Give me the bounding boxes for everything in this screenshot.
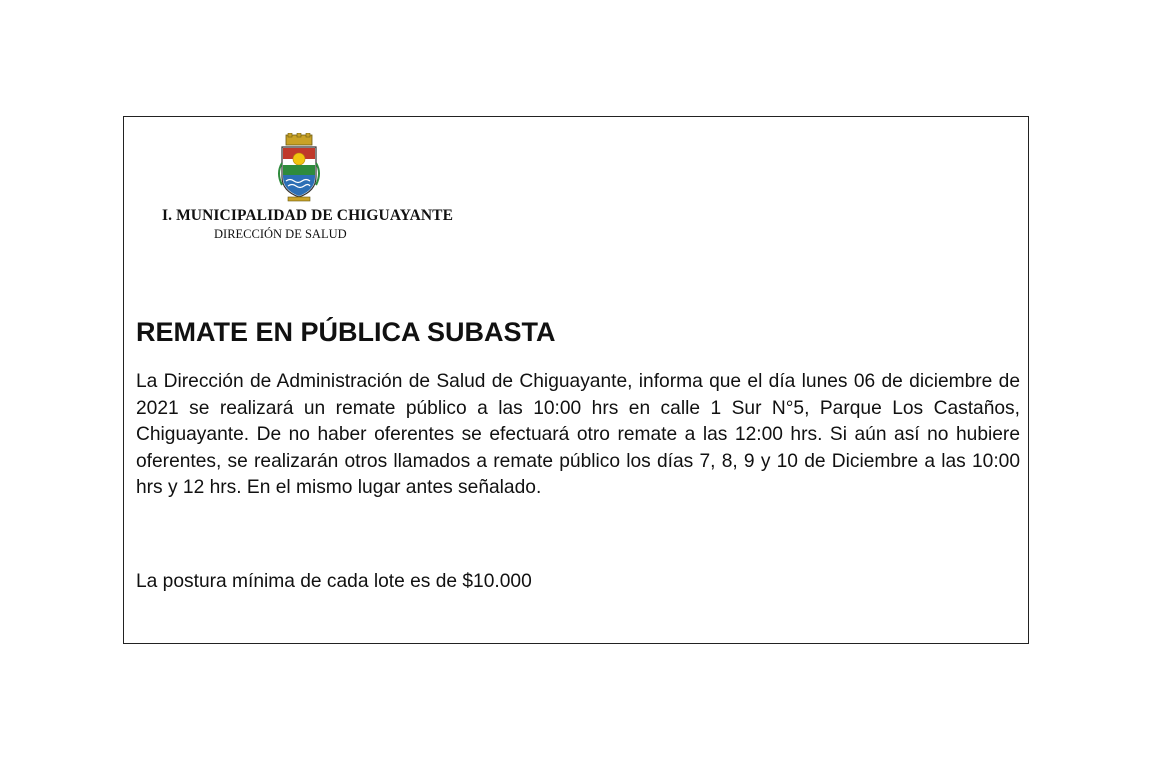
notice-title: REMATE EN PÚBLICA SUBASTA [136, 317, 556, 347]
department-name: DIRECCIÓN DE SALUD [214, 227, 347, 241]
notice-box [123, 116, 1029, 644]
municipal-crest-icon [276, 133, 322, 203]
organization-name: I. MUNICIPALIDAD DE CHIGUAYANTE [162, 207, 454, 224]
notice-body: La Dirección de Administración de Salud de Chiguayante, informa que el día lunes 06 de diciembre de 2021 se realizará un remate público a las 10:00 hrs en calle 1 Sur N°5, Parque Los Castaños, Chiguayante. De no haber oferentes se efectuará otro remate a las 12:00 hrs. Si aún así no hubiere oferentes, se realizarán otros llamados a remate público los días 7, 8, 9 y 10 de Diciembre a las 10:00 hrs y 12 hrs. En el mismo lugar antes señalado. [136, 371, 1020, 498]
minimum-bid-text: La postura mínima de cada lote es de $10.000 [136, 571, 532, 592]
